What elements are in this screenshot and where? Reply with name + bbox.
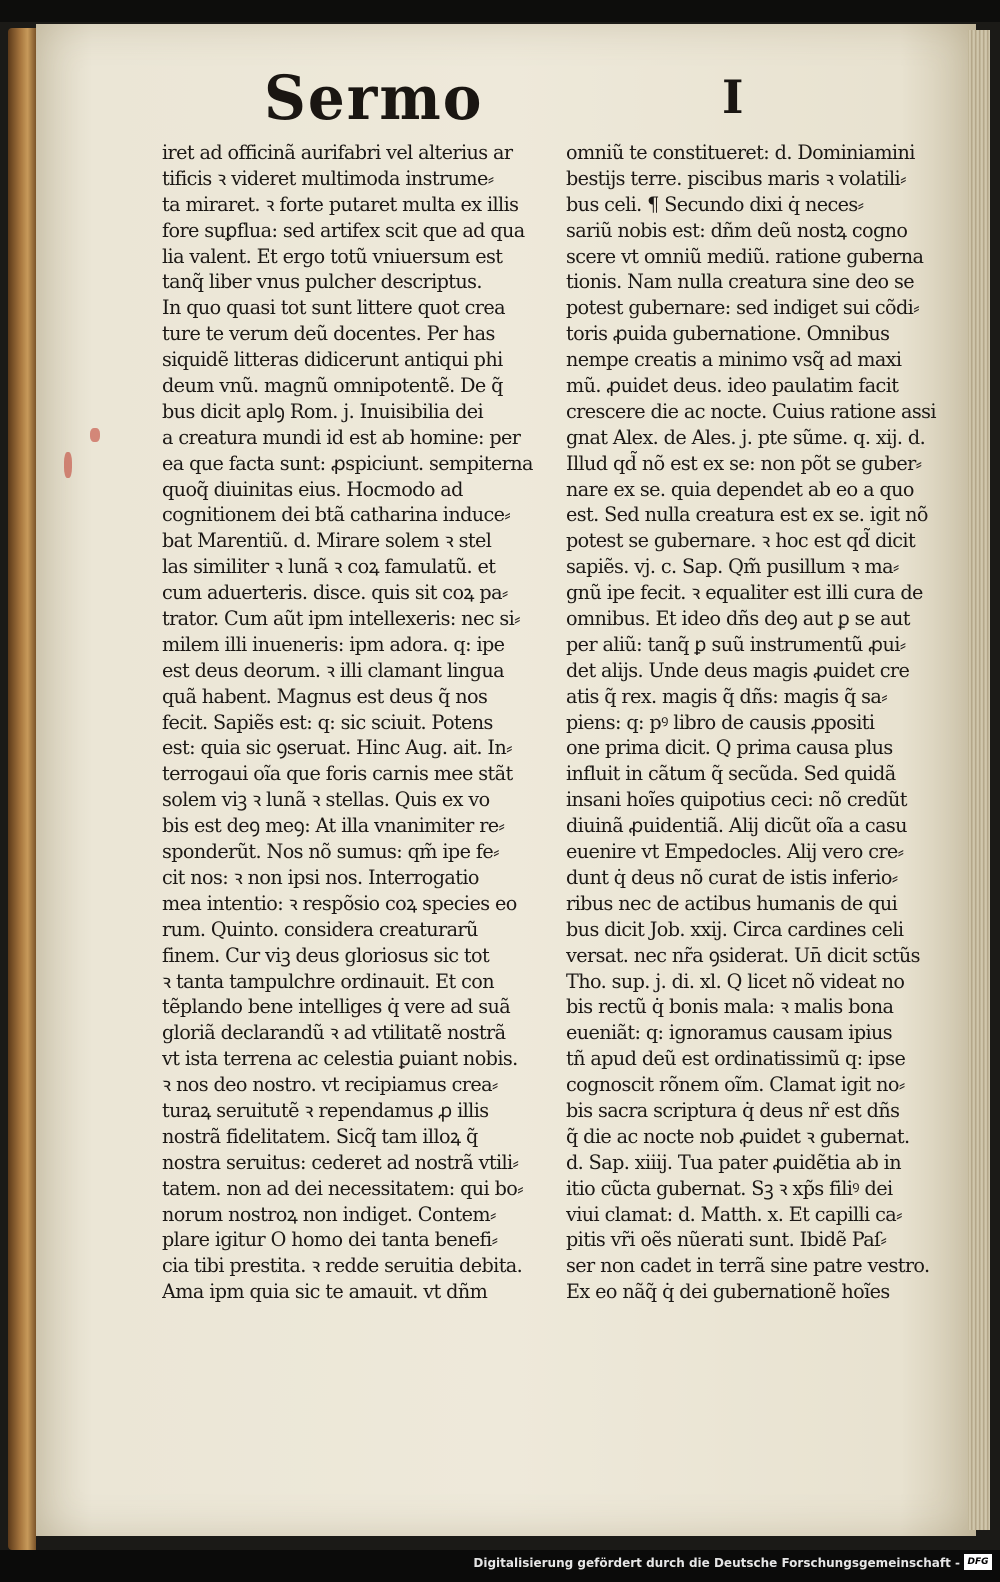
text-line: ta miraret. ꝛ forte putaret multa ex illis	[162, 192, 519, 216]
text-line: quã habent. Magnus est deus q̃ nos	[162, 684, 488, 708]
text-line: atis q̃ rex. magis q̃ dñs: magis q̃ sa⸗	[566, 684, 888, 708]
running-header-title: Sermo	[264, 62, 484, 134]
text-line: gloriã declarandũ ꝛ ad vtilitatẽ nostrã	[162, 1021, 506, 1045]
page-stack-edge	[968, 30, 990, 1530]
text-line: dunt q̇ deus nõ curat de istis inferio⸗	[566, 865, 898, 889]
text-line: q̃ die ac nocte nob ꝓuidet ꝛ gubernat.	[566, 1124, 910, 1148]
text-line: potest se gubernare. ꝛ hoc est qd̃ dicit	[566, 529, 916, 553]
text-line: eueniãt: q: ignoramus causam ipius	[566, 1021, 893, 1045]
text-line: bis est deꝯ meꝯ: At illa vnanimiter re⸗	[162, 814, 505, 838]
text-line: rum. Quinto. considera creaturarũ	[162, 917, 478, 941]
text-line: versat. nec nr̃a ꝯsiderat. Un̄ dicit sctũs	[566, 943, 920, 967]
text-line: piens: q: pꝰ libro de causis ꝓpositi	[566, 710, 875, 734]
text-line: pitis vr̃i oẽs nũerati sunt. Ibidẽ Paſ⸗	[566, 1228, 887, 1252]
text-line: tanq̃ liber vnus pulcher descriptus.	[162, 270, 482, 294]
text-line: las similiter ꝛ lunã ꝛ coꝝ famulatũ. et	[162, 555, 496, 579]
text-line: est: quia sic ꝯseruat. Hinc Aug. ait. In⸗	[162, 736, 512, 760]
text-line: ꝛ tanta tampulchre ordinauit. Et con	[162, 969, 495, 993]
text-line: est deus deorum. ꝛ illi clamant lingua	[162, 658, 504, 682]
text-line: nempe creatis a minimo vsq̃ ad maxi	[566, 348, 902, 372]
text-line: per aliũ: tanq̃ ꝑ suũ instrumentũ ꝓui⸗	[566, 632, 906, 656]
text-line: bis rectũ q̇ bonis mala: ꝛ malis bona	[566, 995, 894, 1019]
text-line: bis sacra scriptura q̇ deus nr̃ est dñs	[566, 1098, 900, 1122]
text-line: scere vt omniũ mediũ. ratione guberna	[566, 244, 924, 268]
text-line: fecit. Sapiẽs est: q: sic sciuit. Potens	[162, 710, 493, 734]
text-line: finem. Cur viꝫ deus gloriosus sic tot	[162, 943, 490, 967]
text-line: bus celi. ¶ Secundo dixi q̇ neces⸗	[566, 192, 864, 216]
text-line: nostra seruitus: cederet ad nostrã vtili⸗	[162, 1150, 519, 1174]
dfg-logo: DFG	[964, 1554, 992, 1570]
viewer-top-bar	[0, 0, 1000, 22]
text-line: ꝛ nos deo nostro. vt recipiamus crea⸗	[162, 1073, 498, 1097]
text-line: lia valent. Et ergo totũ vniuersum est	[162, 244, 503, 268]
text-line: bat Marentiũ. d. Mirare solem ꝛ stel	[162, 529, 492, 553]
text-line: ser non cadet in terrã sine patre vestro.	[566, 1254, 930, 1278]
text-line: bus dicit aplꝯ Rom. j. Inuisibilia dei	[162, 399, 484, 423]
text-line: itio cũcta gubernat. Sꝫ ꝛ xp̃s filiꝰ dei	[566, 1176, 893, 1200]
text-line: turaꝝ seruitutẽ ꝛ rependamus ꝓ illis	[162, 1098, 489, 1122]
book-cover-edge	[8, 28, 36, 1550]
left-text-column	[162, 140, 554, 1305]
text-line: bus dicit Job. xxij. Circa cardines celi	[566, 917, 904, 941]
text-line: cit nos: ꝛ non ipsi nos. Interrogatio	[162, 865, 479, 889]
text-line: sapiẽs. vj. c. Sap. Qm̃ pusillum ꝛ ma⸗	[566, 555, 899, 579]
text-line: crescere die ac nocte. Cuius ratione assi	[566, 399, 936, 423]
text-line: cognoscit rõnem oĩm. Clamat igit no⸗	[566, 1073, 905, 1097]
text-line: In quo quasi tot sunt littere quot crea	[162, 296, 505, 320]
text-line: quoq̃ diuinitas eius. Hocmodo ad	[162, 477, 463, 501]
text-line: tificis ꝛ videret multimoda instrume⸗	[162, 166, 494, 190]
text-line: influit in cãtum q̃ secũda. Sed quidã	[566, 762, 896, 786]
text-line: ea que facta sunt: ꝓspiciunt. sempiterna	[162, 451, 533, 475]
text-line: tatem. non ad dei necessitatem: qui bo⸗	[162, 1176, 523, 1200]
text-line: cum aduerteris. disce. quis sit coꝝ pa⸗	[162, 581, 508, 605]
text-line: diuinã ꝓuidentiã. Alij dicũt oĩa a casu	[566, 814, 907, 838]
red-ink-mark	[90, 428, 100, 442]
text-line: viui clamat: d. Matth. x. Et capilli ca⸗	[566, 1202, 902, 1226]
text-line: omniũ te constitueret: d. Dominiamini	[566, 141, 915, 164]
text-line: Illud qd̃ nõ est ex se: non põt se guber⸗	[566, 451, 922, 475]
text-line: fore suꝑflua: sed artifex scit que ad qua	[162, 218, 525, 242]
text-line: norum nostroꝝ non indiget. Contem⸗	[162, 1202, 496, 1226]
text-line: det alijs. Unde deus magis ꝓuidet cre	[566, 658, 910, 682]
text-line: siquidẽ litteras didicerunt antiqui phi	[162, 348, 503, 372]
text-line: one prima dicit. Q prima causa plus	[566, 736, 893, 760]
right-text-column	[566, 140, 962, 1305]
text-line: omnibus. Et ideo dñs deꝯ aut ꝑ se aut	[566, 607, 910, 631]
folio-number: I	[722, 70, 744, 124]
text-line: d. Sap. xiiij. Tua pater ꝓuidẽtia ab in	[566, 1150, 901, 1174]
text-line: sponderũt. Nos nõ sumus: qm̃ ipe fe⸗	[162, 840, 499, 864]
text-line: milem illi inueneris: ipm adora. q: ipe	[162, 632, 505, 656]
text-line: Ama ipm quia sic te amauit. vt dñm	[162, 1280, 488, 1304]
text-line: terrogaui oĩa que foris carnis mee stãt	[162, 762, 513, 786]
text-line: deum vnũ. magnũ omnipotentẽ. De q̃	[162, 374, 503, 398]
text-line: Ex eo nãq̃ q̇ dei gubernationẽ hoĩes	[566, 1280, 890, 1304]
text-line: iret ad officinã aurifabri vel alterius ar	[162, 141, 513, 164]
text-line: tñ apud deũ est ordinatissimũ q: ipse	[566, 1047, 906, 1071]
text-line: potest gubernare: sed indiget sui cõdi⸗	[566, 296, 919, 320]
text-line: Tho. sup. j. di. xl. Q licet nõ videat no	[566, 969, 905, 993]
text-line: tionis. Nam nulla creatura sine deo se	[566, 270, 914, 294]
text-line: cognitionem dei btã catharina induce⸗	[162, 503, 511, 527]
text-line: plare igitur O homo dei tanta benefi⸗	[162, 1228, 498, 1252]
text-line: vt ista terrena ac celestia ꝑuiant nobis.	[162, 1047, 518, 1071]
text-line: insani hoĩes quipotius ceci: nõ credũt	[566, 788, 907, 812]
text-line: gnat Alex. de Ales. j. pte sũme. q. xij. d.	[566, 425, 926, 449]
text-line: ture te verum deũ docentes. Per has	[162, 322, 495, 346]
text-line: ribus nec de actibus humanis de qui	[566, 891, 898, 915]
text-line: est. Sed nulla creatura est ex se. igit nõ	[566, 503, 928, 527]
text-line: euenire vt Empedocles. Alij vero cre⸗	[566, 840, 904, 864]
text-line: gnũ ipe fecit. ꝛ equaliter est illi cura de	[566, 581, 923, 605]
text-line: trator. Cum aũt ipm intellexeris: nec si⸗	[162, 607, 520, 631]
text-line: nostrã fidelitatem. Sicq̃ tam illoꝝ q̃	[162, 1124, 478, 1148]
text-line: tẽplando bene intelliges q̇ vere ad suã	[162, 995, 511, 1019]
text-line: bestijs terre. piscibus maris ꝛ volatili⸗	[566, 166, 906, 190]
text-line: toris ꝓuida gubernatione. Omnibus	[566, 322, 890, 346]
text-line: cia tibi prestita. ꝛ redde seruitia debita.	[162, 1254, 523, 1278]
text-line: a creatura mundi id est ab homine: per	[162, 425, 521, 449]
text-line: mũ. ꝓuidet deus. ideo paulatim facit	[566, 374, 899, 398]
text-line: mea intentio: ꝛ respõsio coꝝ species eo	[162, 891, 517, 915]
text-line: nare ex se. quia dependet ab eo a quo	[566, 477, 914, 501]
text-line: sariũ nobis est: dñm deũ nostꝝ cogno	[566, 218, 908, 242]
red-ink-mark	[64, 452, 72, 478]
text-line: solem viꝫ ꝛ lunã ꝛ stellas. Quis ex vo	[162, 788, 490, 812]
funding-credit: Digitalisierung gefördert durch die Deutsche Forschungsgemeinschaft -	[473, 1556, 960, 1570]
